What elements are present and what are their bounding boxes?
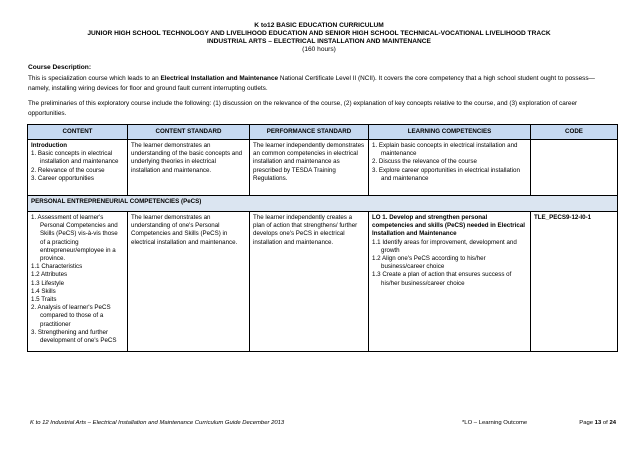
course-description-paragraph-2: The preliminaries of this exploratory course include the following: (1) discussion on the relevance of the course, (2) explanation of key concepts relative to the course, and (3) exploration of career opportunities. (28, 100, 578, 117)
col-header-performance-standard: PERFORMANCE STANDARD (250, 125, 369, 140)
table-header-row (28, 125, 618, 140)
paragraph-1-start: This is specialization course which leads to an (28, 75, 161, 82)
header-hours: (160 hours) (302, 46, 336, 53)
section-label: PERSONAL ENTREPRENEURIAL COMPETENCIES (PeCS) (28, 196, 618, 212)
course-description-paragraph-1 (28, 74, 616, 93)
intro-learning-competencies (369, 140, 531, 196)
intro-competency-list (372, 142, 527, 183)
page-of-label: of (602, 420, 608, 426)
pecs-learning-competencies (369, 212, 531, 352)
pecs-content-cell (28, 212, 128, 352)
learning-outcome-title: LO 1. Develop and strengthen personal competencies and skills (PeCS) needed in Electrical Installation and Maintenance (372, 214, 526, 238)
course-description-label: Course Description: (28, 64, 92, 71)
footer-page-number (579, 420, 616, 426)
list-item: 2. Discuss the relevance of the course (372, 158, 477, 166)
col-header-code: CODE (531, 125, 618, 140)
list-item: 3. Career opportunities (31, 174, 94, 182)
intro-content-standard: The learner demonstrates an understanding of the basic concepts and underlying theories in electrical installation and maintenance. (128, 140, 250, 196)
col-header-learning-competencies: LEARNING COMPETENCIES (369, 125, 531, 140)
list-item: 1. Explain basic concepts in electrical installation and maintenance (372, 142, 518, 158)
list-item: 1. Assessment of learner's Personal Competencies and Skills (PeCS) vis-à-vis those of a practicing entrepreneur/employee in a province. (31, 214, 118, 263)
pecs-performance-standard: The learner independently creates a plan of action that strengthens/ further develops one's PeCS in electrical installation and maintenance. (250, 212, 369, 352)
pecs-content-standard: The learner demonstrates an understanding of one's Personal Competencies and Skills (PeCS) in electrical installation and maintenance. (128, 212, 250, 352)
footer-title: K to 12 Industrial Arts – Electrical Installation and Maintenance Curriculum Guide December 2013 (30, 420, 285, 426)
page-total: 24 (609, 420, 616, 426)
intro-title: Introduction (31, 142, 68, 149)
pecs-code: TLE_PECS9-12-I0-1 (531, 212, 618, 352)
list-subitem: 1.2 Attributes (31, 271, 68, 279)
footer-legend: *LO – Learning Outcome (462, 420, 528, 426)
intro-content-cell (28, 140, 128, 196)
list-item: 1. Basic concepts in electrical installation and maintenance (31, 150, 119, 166)
list-subitem: 1.3 Lifestyle (31, 279, 65, 287)
list-item: 1.1 Identify areas for improvement, development and growth (372, 238, 517, 254)
list-subitem: 1.5 Traits (31, 296, 57, 304)
intro-code (531, 140, 618, 196)
intro-content-list (31, 150, 124, 183)
list-item: 2. Relevance of the course (31, 166, 105, 174)
list-item: 1.2 Align one's PeCS according to his/her business/career choice (372, 255, 486, 271)
list-subitem: 1.4 Skills (31, 287, 56, 295)
list-item: 3. Strengthening and further development of one's PeCS (31, 328, 117, 345)
pecs-competency-list (372, 239, 527, 288)
list-item: 3. Explore career opportunities in electrical installation and maintenance (372, 166, 520, 182)
table-row-introduction (28, 140, 618, 196)
col-header-content: CONTENT (28, 125, 128, 140)
table-row-pecs (28, 212, 618, 352)
intro-performance-standard: The learner independently demonstrates an common competencies in electrical installation and maintenance as prescribed by TESDA Training Regulations. (250, 140, 369, 196)
page-label: Page (579, 420, 594, 426)
section-row-pecs (28, 196, 618, 212)
list-subitem: 1.1 Characteristics (31, 263, 83, 271)
header-line-2: JUNIOR HIGH SCHOOL TECHNOLOGY AND LIVELIHOOD EDUCATION AND SENIOR HIGH SCHOOL TECHNICAL-VOCATIONAL LIVELIHOOD TRACK (87, 30, 551, 37)
pecs-content-list (31, 214, 124, 345)
paragraph-1-bold: Electrical Installation and Maintenance (160, 75, 279, 82)
page-current: 13 (594, 420, 602, 426)
col-header-content-standard: CONTENT STANDARD (128, 125, 250, 140)
header-line-1: K to12 BASIC EDUCATION CURRICULUM (254, 22, 384, 29)
list-item: 2. Analysis of learner's PeCS compared to those of a practitioner (31, 304, 111, 328)
paragraph-1-end: National Certificate Level II (NCII). It covers the core competency that a high school student ought to possess—namely, installing wiring devices for floor and ground fault current interrupting outlets. (28, 75, 595, 92)
header-line-3: INDUSTRIAL ARTS – ELECTRICAL INSTALLATION AND MAINTENANCE (207, 38, 431, 45)
curriculum-table (27, 124, 618, 352)
list-item: 1.3 Create a plan of action that ensures success of his/her business/career choice (372, 271, 512, 287)
